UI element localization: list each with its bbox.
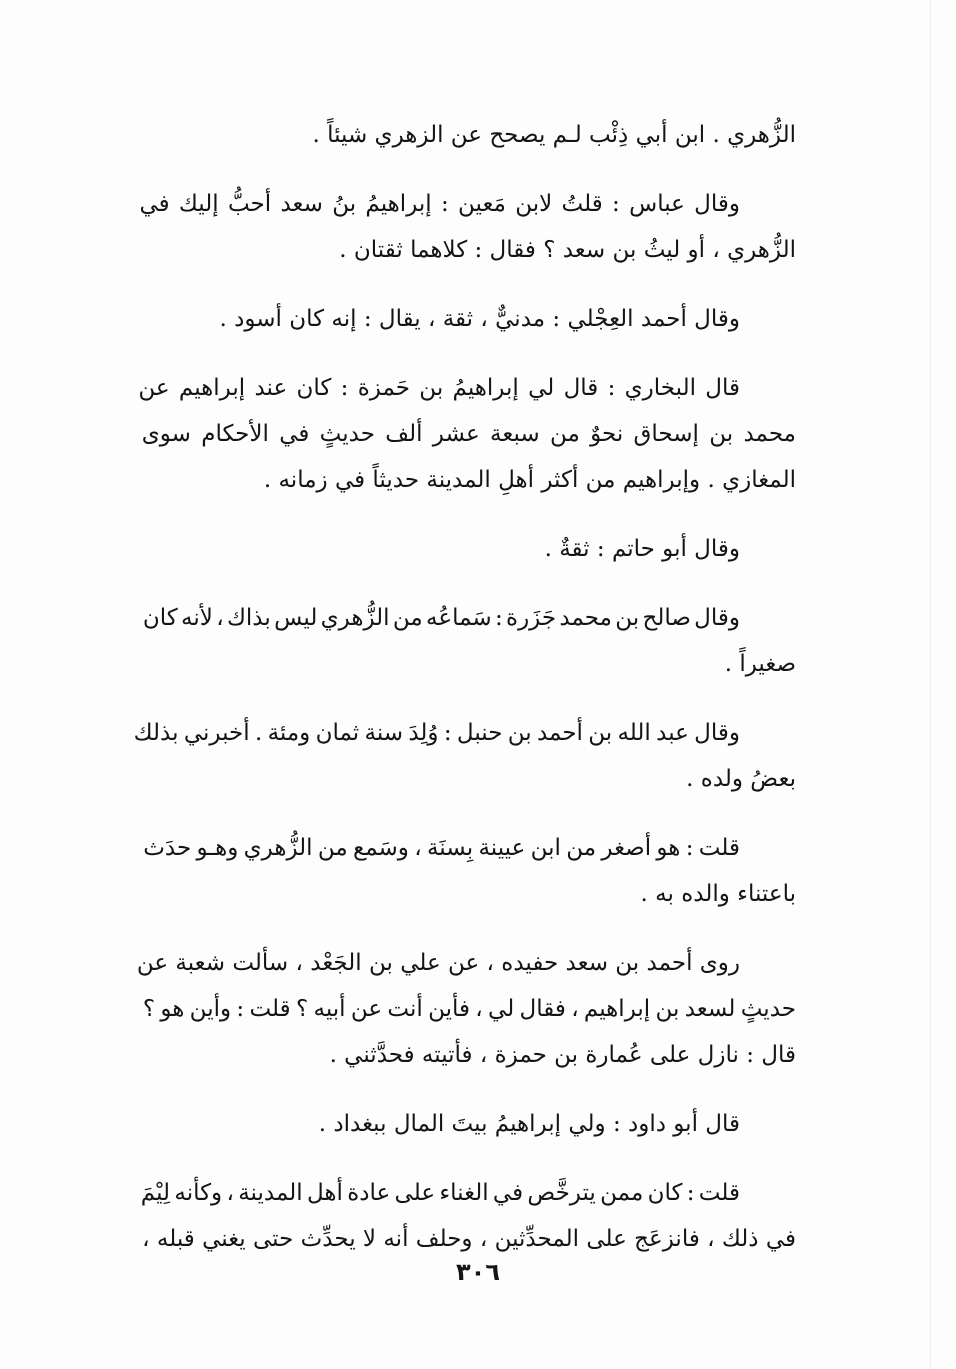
text-line: الزُّهري ، أو ليثُ بن سعد ؟ فقال : كلاهما ثقتان .: [339, 237, 796, 263]
text-line: صغيراً .: [724, 651, 796, 677]
paragraph: [132, 181, 796, 273]
text-line: حديثٍ لسعد بن إبراهيم ، فقال لي ، فأين أنت عن أبيه ؟ قلت : وأين هو ؟: [142, 996, 796, 1022]
text-line: وقال عباس : قلتُ لابن مَعين : إبراهيمُ بنُ سعد أحبُّ إليك في: [139, 191, 740, 217]
text-line: الزُّهري . ابن أبي ذِئْب لـم يصحح عن الزهري شيئاً .: [312, 122, 796, 148]
text-line: قال أبو داود : ولي إبراهيمُ بيتَ المال ببغداد .: [318, 1111, 740, 1137]
text-line: محمد بن إسحاق نحوٌ من سبعة عشر ألف حديثٍ في الأحكام سوى: [141, 421, 796, 447]
text-line: باعتناء والده به .: [640, 881, 796, 907]
paragraph: [132, 595, 796, 687]
text-line: بعضُ ولده .: [686, 766, 796, 792]
text-line: قال البخاري : قال لي إبراهيمُ بن حَمزة : كان عند إبراهيم عن: [138, 375, 740, 401]
paragraph: [132, 1170, 796, 1262]
text-line: قلت : كان ممن يترخَّص في الغناء على عادة أهل المدينة ، وكأنه لِيْمَ: [140, 1180, 740, 1206]
paragraph: [132, 112, 796, 158]
paragraph: [132, 1101, 796, 1147]
text-line: المغازي . وإبراهيم من أكثر أهلِ المدينة حديثاً في زمانه .: [263, 467, 796, 493]
paragraph: [132, 296, 796, 342]
text-line: وقال صالح بن محمد جَزَرة : سَماعُه من الزُّهري ليس بذاك ، لأنه كان: [142, 605, 740, 631]
text-line: وقال أحمد العِجْلي : مدنيٌّ ، ثقة ، يقال : إنه كان أسود .: [219, 306, 740, 332]
page-number: ٣٠٦: [456, 1258, 500, 1286]
text-line: وقال عبد الله بن أحمد بن حنبل : وُلِدَ سنة ثمان ومئة . أخبرني بذلك: [133, 720, 740, 746]
text-line: في ذلك ، فانزعَج على المحدِّثين ، وحلف أنه لا يحدِّث حتى يغني قبله ،: [142, 1226, 796, 1252]
paragraph: [132, 526, 796, 572]
text-line: قال : نازل على عُمارة بن حمزة ، فأتيته فحدَّثني .: [329, 1042, 796, 1068]
paragraph: [132, 710, 796, 802]
paragraph: [132, 940, 796, 1078]
paragraph: [132, 825, 796, 917]
paragraph: [132, 365, 796, 503]
text-line: وقال أبو حاتم : ثقةٌ .: [544, 536, 740, 562]
page-body-text: [132, 112, 796, 1285]
text-line: روى أحمد بن سعد حفيده ، عن علي بن الجَعْد ، سألت شعبة عن: [136, 950, 740, 976]
page-edge-line: [930, 0, 931, 1369]
text-line: قلت : هو أصغر من ابن عيينة بِسنَة ، وسَمع من الزُّهري وهـو حدَث: [143, 835, 740, 861]
